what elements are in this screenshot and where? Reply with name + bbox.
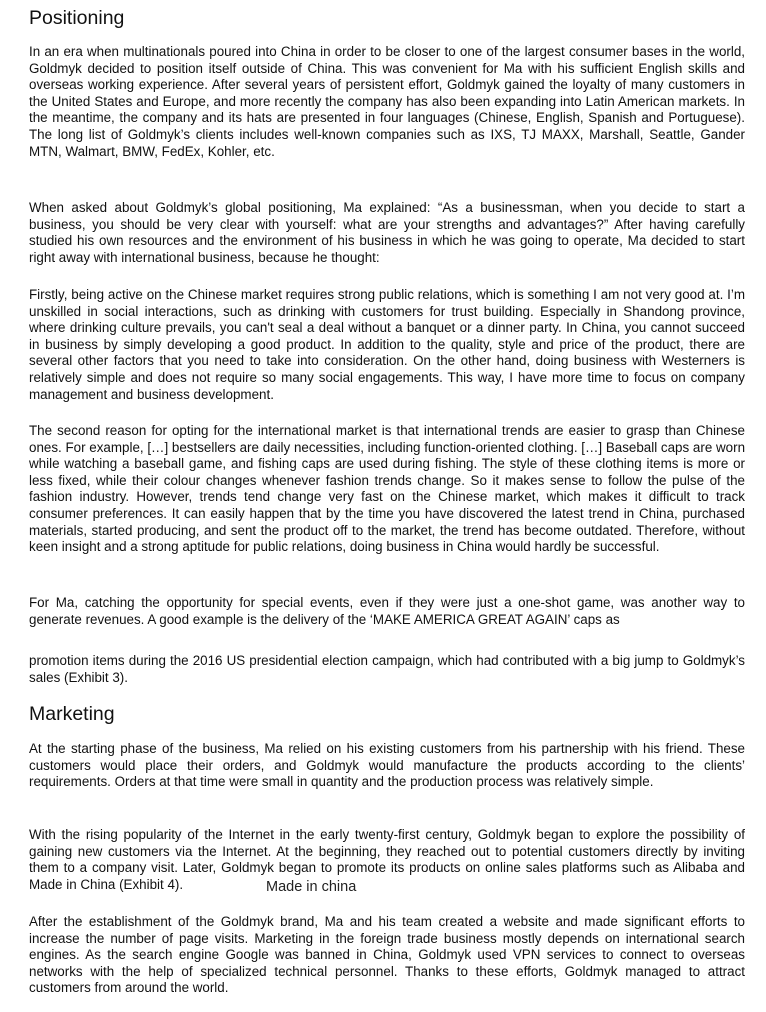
positioning-paragraph-2: When asked about Goldmyk’s global positioning, Ma explained: “As a businessman, when you decide to start a business, you should be very clear with yourself: what are your strengths and advantages?” After having carefully studied his own resources and the environment of his business in which he was going to operate, Ma decided to start right away with international business, because he thought: [29,200,745,265]
marketing-paragraph-2: With the rising popularity of the Internet in the early twenty-first century, Goldmyk began to explore the possibility of gaining new customers via the Internet. At the beginning, they reached out to potential customers directly by inviting them to a company visit. Later, Goldmyk began to promote its products on online sales platforms such as Alibaba and Made in China (Exhibit 4). [29,827,745,892]
marketing-paragraph-3: After the establishment of the Goldmyk brand, Ma and his team created a website and made significant efforts to increase the number of page visits. Marketing in the foreign trade business mostly depends on international search engines. As the search engine Google was banned in China, Goldmyk used VPN services to connect to overseas networks with the help of specialized technical personnel. Thanks to these efforts, Goldmyk managed to attract customers from around the world. [29,914,745,996]
positioning-paragraph-6: promotion items during the 2016 US presidential election campaign, which had contributed with a big jump to Goldmyk’s sales (Exhibit 3). [29,653,745,685]
marketing-paragraph-1: At the starting phase of the business, Ma relied on his existing customers from his partnership with his friend. These customers would place their orders, and Goldmyk would manufacture the products according to the clients’ requirements. Orders at that time were small in quantity and the production process was relatively simple. [29,741,745,790]
positioning-paragraph-5: For Ma, catching the opportunity for special events, even if they were just a one-shot game, was another way to generate revenues. A good example is the delivery of the ‘MAKE AMERICA GREAT AGAIN’ caps as [29,595,745,627]
positioning-paragraph-4: The second reason for opting for the international market is that international trends are easier to grasp than Chinese ones. For example, […] bestsellers are daily necessities, including function-oriented clothing. […] Baseball caps are worn while watching a baseball game, and fishing caps are used during fishing. The style of these clothing items is more or less fixed, while their colour changes whenever fashion trends change. So it makes sense to follow the pulse of the fashion industry. However, trends tend change very fast on the Chinese market, which makes it difficult to track consumer preferences. It can easily happen that by the time you have discovered the latest trend in China, purchased materials, started producing, and sent the product off to the market, the trend has become outdated. Therefore, without keen insight and a strong aptitude for public relations, doing business in China would hardly be successful. [29,423,746,555]
positioning-paragraph-3: Firstly, being active on the Chinese market requires strong public relations, which is something I am not very good at. I’m unskilled in social interactions, such as drinking with customers for trust building. Especially in Shandong province, where drinking culture prevails, you can't seal a deal without a banquet or a dinner party. In China, you cannot succeed in business by simply developing a good product. In addition to the quality, style and price of the product, there are several other factors that you need to take into consideration. On the other hand, doing business with Westerners is relatively simple and does not require so many social engagements. This way, I have more time to focus on company management and business development. [29,287,745,402]
marketing-heading: Marketing [29,703,115,725]
made-in-china-label: Made in china [266,879,357,895]
positioning-paragraph-1: In an era when multinationals poured into China in order to be closer to one of the largest consumer bases in the world, Goldmyk decided to position itself outside of China. This was convenient for Ma with his sufficient English skills and overseas working experience. After several years of persistent effort, Goldmyk gained the loyalty of many customers in the United States and Europe, and more recently the company has also been expanding into Latin American markets. In the meantime, the company and its hats are presented in four languages (Chinese, English, Spanish and Portuguese). The long list of Goldmyk’s clients includes well-known companies such as IXS, TJ MAXX, Marshall, Seattle, Gander MTN, Walmart, BMW, FedEx, Kohler, etc. [29,44,745,159]
positioning-heading: Positioning [29,7,125,29]
